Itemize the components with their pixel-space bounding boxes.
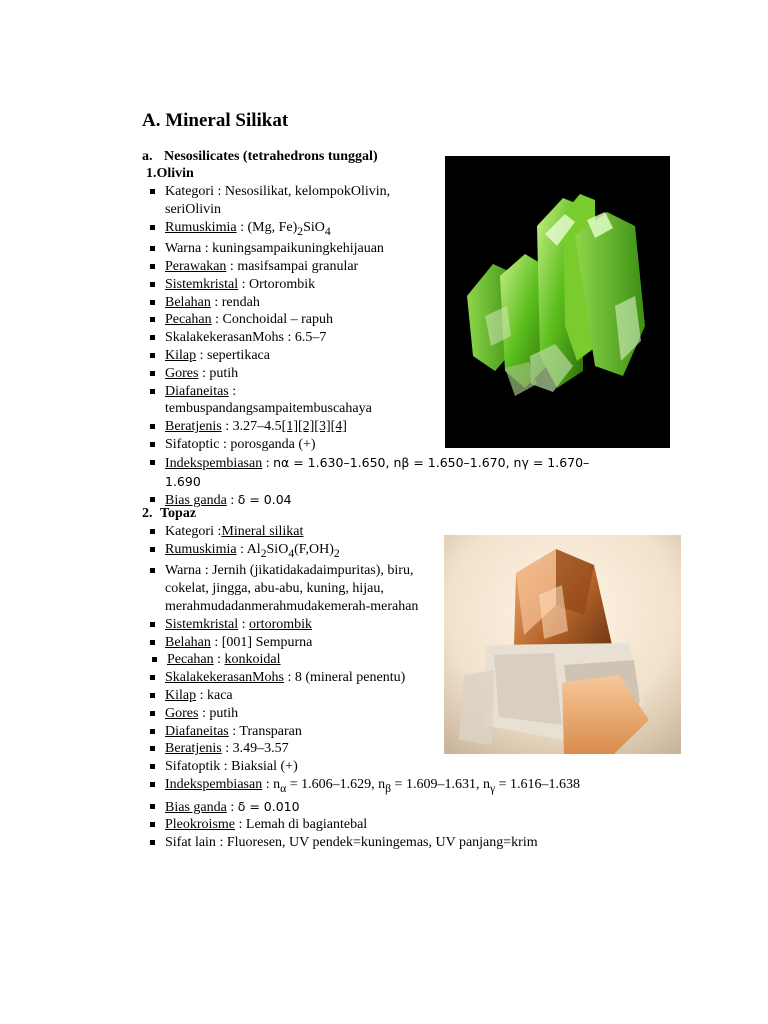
property-value: [001] Sempurna: [221, 634, 313, 650]
page-title: A. Mineral Silikat: [142, 110, 289, 131]
property-bias-ganda: Bias ganda : δ = 0.010: [148, 798, 648, 817]
property-label-link[interactable]: Kilap: [165, 687, 197, 703]
property-sifat-lain: Sifat lain : Fluoresen, UV pendek=kuningemas, UV panjang=krim: [148, 834, 648, 852]
property-sifatoptic: Sifatoptic : porosganda (+): [148, 436, 618, 454]
index-value: = 1.616–1.638: [495, 776, 581, 792]
index-sub: β: [385, 781, 392, 795]
property-label-link[interactable]: Beratjenis: [165, 419, 222, 435]
property-value-link[interactable]: Mineral silikat: [221, 524, 304, 539]
property-label-link[interactable]: Pecahan: [165, 312, 212, 328]
heading-number: 1.: [146, 166, 157, 181]
property-mohs: SkalakekerasanMohs : 8 (mineral penentu): [148, 669, 648, 687]
property-label-link[interactable]: Indekspembiasan: [165, 776, 263, 792]
heading-number: 2.: [142, 506, 153, 521]
property-diafaneitas: Diafaneitas : Transparan: [148, 723, 648, 741]
property-value: 3.49–3.57: [232, 741, 289, 757]
topaz-property-list: [148, 523, 648, 852]
property-rumuskimia: Rumuskimia : (Mg, $Fe)_2SiO_4$: [148, 219, 618, 241]
formula-part: (Mg, Fe): [247, 219, 298, 235]
property-pleokroisme: Pleokroisme : Lemah di bagiantebal: [148, 816, 648, 834]
property-label-link[interactable]: Belahan: [165, 294, 211, 310]
reference-links[interactable]: [1][2][3][4]: [281, 419, 347, 435]
property-label-link[interactable]: Beratjenis: [165, 741, 222, 757]
property-value: putih: [209, 705, 239, 721]
property-gores: Gores : putih: [148, 365, 618, 383]
property-kategori: Kategori : Nesosilikat, kelompokOlivin, seriOlivin: [148, 183, 425, 219]
property-label: Warna: [165, 241, 202, 257]
property-label-link[interactable]: Sistemkristal: [165, 276, 239, 292]
property-sifatoptik: Sifatoptik : Biaksial (+): [148, 758, 648, 776]
formula-subscript: 2: [260, 546, 267, 560]
property-value: Biaksial (+): [231, 759, 298, 775]
property-label-link[interactable]: Pleokroisme: [165, 817, 235, 833]
property-label-link[interactable]: Sistemkristal: [165, 616, 239, 632]
property-rumuskimia: Rumuskimia : $Al_2SiO_4(F,OH)_2$: [148, 541, 648, 563]
subsection-heading: [142, 149, 378, 165]
property-value: tembuspandangsampaitembuscahaya: [165, 401, 372, 417]
formula-part: Al: [246, 541, 261, 557]
property-mohs: SkalakekerasanMohs : 6.5–7: [148, 329, 618, 347]
property-value-link[interactable]: ortorombik: [249, 616, 313, 632]
property-warna: Warna : kuningsampaikuningkehijauan: [148, 240, 618, 258]
property-value: Fluoresen, UV pendek=kuningemas, UV panjang=krim: [226, 835, 538, 851]
formula-part: SiO: [303, 219, 325, 235]
property-label: Sifatoptic: [165, 436, 220, 452]
formula-part: (F,OH): [294, 541, 334, 557]
property-label: Sifat lain: [165, 835, 216, 851]
property-label-link[interactable]: SkalakekerasanMohs: [165, 670, 284, 686]
property-value: putih: [209, 365, 239, 381]
property-value: 8 (mineral penentu): [294, 670, 406, 686]
property-value: kaca: [207, 687, 233, 703]
property-label-link[interactable]: Belahan: [165, 634, 211, 650]
subsection-marker: a.: [142, 149, 153, 164]
property-value: nα = 1.630–1.650, nβ = 1.650–1.670, nγ = 1.670–1.690: [165, 454, 590, 489]
property-label-link[interactable]: Diafaneitas: [165, 383, 229, 399]
property-value: 3.27–4.5: [232, 419, 282, 435]
formula-subscript: 4: [324, 224, 331, 238]
property-label: SkalakekerasanMohs: [165, 330, 284, 346]
index-n: n: [378, 776, 386, 792]
property-pecahan: Pecahan : Conchoidal – rapuh: [148, 311, 618, 329]
heading-name: Topaz: [160, 506, 197, 521]
property-diafaneitas: Diafaneitas : tembuspandangsampaitembuscahaya: [148, 383, 425, 419]
property-kilap: Kilap : sepertikaca: [148, 347, 618, 365]
property-label-link[interactable]: Gores: [165, 705, 199, 721]
property-beratjenis: Beratjenis : 3.27–4.5[1][2][3][4]: [148, 418, 618, 436]
property-value: kuningsampaikuningkehijauan: [212, 241, 384, 257]
property-value: Transparan: [239, 723, 302, 739]
property-value: Lemah di bagiantebal: [245, 817, 368, 833]
formula-part: SiO: [266, 541, 289, 557]
property-label-link[interactable]: Diafaneitas: [165, 723, 229, 739]
index-value: = 1.609–1.631,: [391, 776, 483, 792]
property-value: rendah: [221, 294, 260, 310]
mineral-heading-olivin: [146, 166, 194, 182]
index-sub: α: [280, 781, 287, 795]
property-bias-ganda: Bias ganda : δ = 0.04: [148, 491, 618, 510]
property-warna: Warna : Jernih (jikatidakadaimpuritas), biru, cokelat, jingga, abu-abu, kuning, hijau, merahmudadanmerahmudakemerah-merahan: [148, 562, 430, 615]
property-kilap: Kilap : kaca: [148, 687, 648, 705]
property-sistemkristal: Sistemkristal : ortorombik: [148, 616, 648, 634]
property-belahan: Belahan : rendah: [148, 294, 618, 312]
property-kategori: Kategori :Mineral silikat: [148, 523, 648, 541]
property-label: Kategori: [165, 524, 214, 539]
property-value: masifsampai granular: [237, 258, 359, 274]
heading-name: Olivin: [156, 166, 194, 181]
property-label-link[interactable]: Bias ganda: [165, 493, 227, 509]
formula-subscript: 2: [297, 224, 304, 238]
property-value: porosganda (+): [230, 436, 316, 452]
property-label-link[interactable]: Gores: [165, 365, 199, 381]
property-value: 6.5–7: [294, 330, 327, 346]
index-n: n: [482, 776, 490, 792]
formula-subscript: 4: [288, 546, 295, 560]
property-label-link[interactable]: Pecahan: [167, 652, 214, 668]
property-label-link[interactable]: Indekspembiasan: [165, 455, 263, 471]
property-indekspembiasan: Indekspembiasan : $n_\alpha = 1.606-1.629$, $n_\beta = 1.609-1.631$, $n_\gamma = 1.616-1.638$: [148, 776, 648, 798]
property-pecahan: Pecahan : konkoidal: [150, 651, 648, 669]
index-sub: γ: [489, 781, 496, 795]
property-value: Ortorombik: [249, 276, 316, 292]
property-indekspembiasan: Indekspembiasan : nα = 1.630–1.650, nβ = 1.650–1.670, nγ = 1.670–1.690: [148, 454, 618, 492]
index-n: n: [273, 776, 281, 792]
property-label-link[interactable]: Bias ganda: [165, 799, 227, 815]
index-value: = 1.606–1.629,: [286, 776, 379, 792]
property-value: Jernih (jikatidakadaimpuritas), biru, cokelat, jingga, abu-abu, kuning, hijau, merahmudadanmerahmudakemerah-merahan: [165, 563, 419, 614]
property-value: δ = 0.04: [237, 492, 292, 508]
property-value: sepertikaca: [207, 347, 270, 363]
subsection-title: Nesosilicates (tetrahedrons tunggal): [164, 149, 378, 164]
property-belahan: Belahan : [001] Sempurna: [148, 634, 648, 652]
property-label-link[interactable]: Perawakan: [165, 258, 227, 274]
property-sistemkristal: Sistemkristal : Ortorombik: [148, 276, 618, 294]
property-value: δ = 0.010: [237, 798, 300, 814]
mineral-heading-topaz: [142, 506, 196, 522]
property-value: Nesosilikat, kelompokOlivin, seriOlivin: [165, 184, 391, 217]
property-label-link[interactable]: Rumuskimia: [165, 541, 237, 557]
formula-subscript: 2: [333, 546, 340, 560]
olivin-property-list: [148, 183, 618, 510]
property-gores: Gores : putih: [148, 705, 648, 723]
property-perawakan: Perawakan : masifsampai granular: [148, 258, 618, 276]
property-label: Warna: [165, 563, 202, 579]
property-value: Conchoidal – rapuh: [222, 312, 333, 328]
property-label-link[interactable]: Rumuskimia: [165, 219, 237, 235]
property-beratjenis: Beratjenis : 3.49–3.57: [148, 740, 648, 758]
property-label: Sifatoptik: [165, 759, 221, 775]
property-value-link[interactable]: konkoidal: [224, 652, 281, 668]
property-label: Kategori: [165, 184, 214, 199]
property-label-link[interactable]: Kilap: [165, 347, 197, 363]
